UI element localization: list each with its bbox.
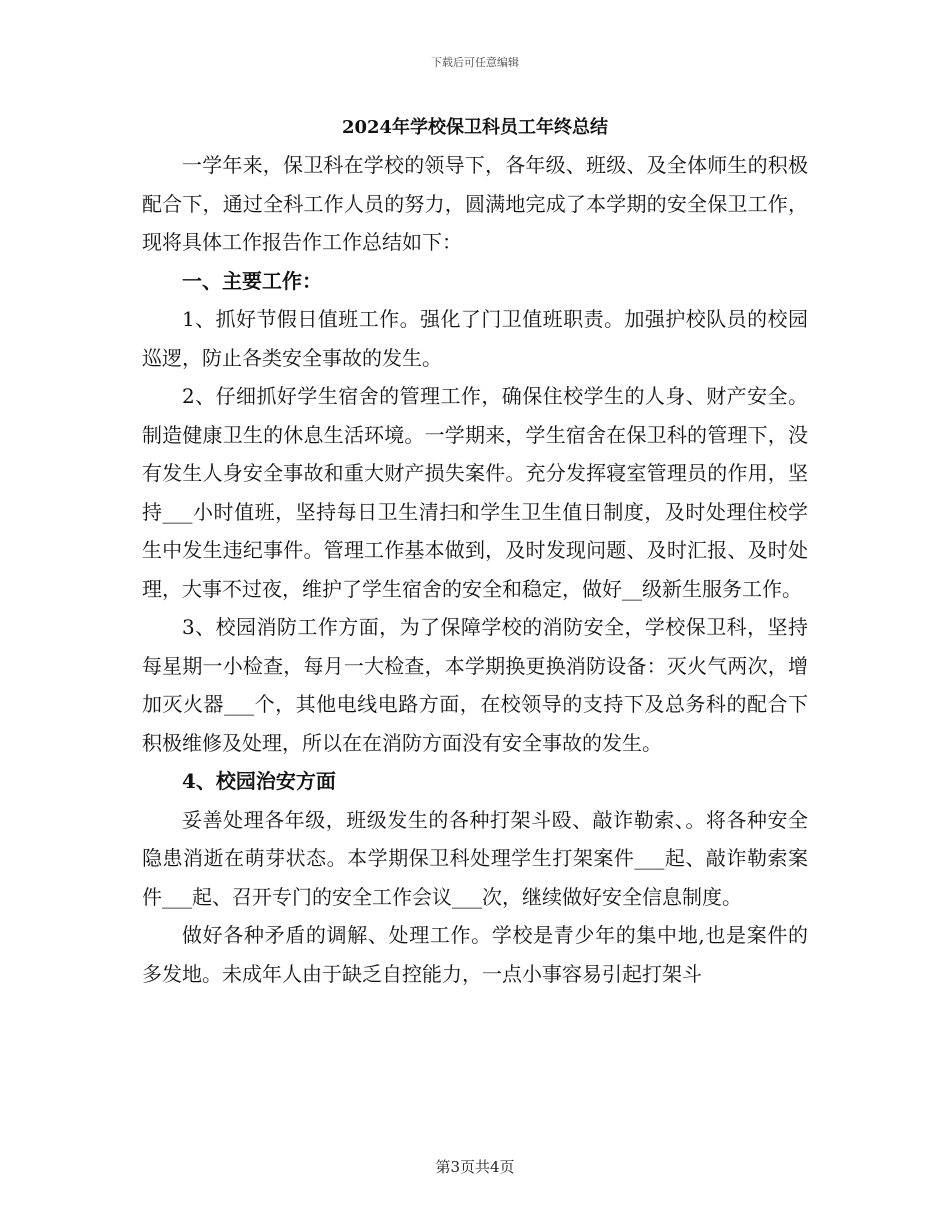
paragraph-item-1: 1、抓好节假日值班工作。强化了门卫值班职责。加强护校队员的校园巡逻，防止各类安全事故的发生。 (142, 307, 808, 370)
paragraph-security-cases: 妥善处理各年级，班级发生的各种打架斗殴、敲诈勒索、。将各种安全隐患消逝在萌芽状态。本学期保卫科处理学生打架案件___起、敲诈勒索案件___起、召开专门的安全工作会议___次，继续做好安全信息制度。 (142, 807, 808, 909)
document-title: 2024年学校保卫科员工年终总结 (341, 117, 609, 138)
header-note: 下载后可任意编辑 (431, 56, 519, 69)
page-footer: 第3页共4页 (435, 1158, 515, 1176)
paragraph-item-3: 3、校园消防工作方面，为了保障学校的消防安全，学校保卫科，坚持每星期一小检查，每月一大检查，本学期换更换消防设备：灭火气两次，增加灭火器___个，其他电线电路方面，在校领导的支持下及总务科的配合下积极维修及处理，所以在在消防方面没有安全事故的发生。 (142, 615, 808, 755)
paragraph-item-2: 2、仔细抓好学生宿舍的管理工作，确保住校学生的人身、财产安全。制造健康卫生的休息生活环境。一学期来，学生宿舍在保卫科的管理下，没有发生人身安全事故和重大财产损失案件。充分发挥寝室管理员的作用，坚持___小时值班，坚持每日卫生清扫和学生卫生值日制度，及时处理住校学生中发生违纪事件。管理工作基本做到，及时发现问题、及时汇报、及时处理，大事不过夜，维护了学生宿舍的安全和稳定，做好__级新生服务工作。 (142, 384, 808, 601)
section-heading-campus-security: 4、校园治安方面 (182, 769, 336, 793)
intro-paragraph: 一学年来，保卫科在学校的领导下，各年级、班级、及全体师生的积极配合下，通过全科工作人员的努力，圆满地完成了本学期的安全保卫工作，现将具体工作报告作工作总结如下： (142, 153, 808, 254)
section-heading-main-work: 一、主要工作： (182, 268, 322, 293)
document-body (142, 110, 808, 993)
paragraph-mediation: 做好各种矛盾的调解、处理工作。学校是青少年的集中地,也是案件的多发地。未成年人由于缺乏自控能力，一点小事容易引起打架斗 (142, 923, 808, 986)
